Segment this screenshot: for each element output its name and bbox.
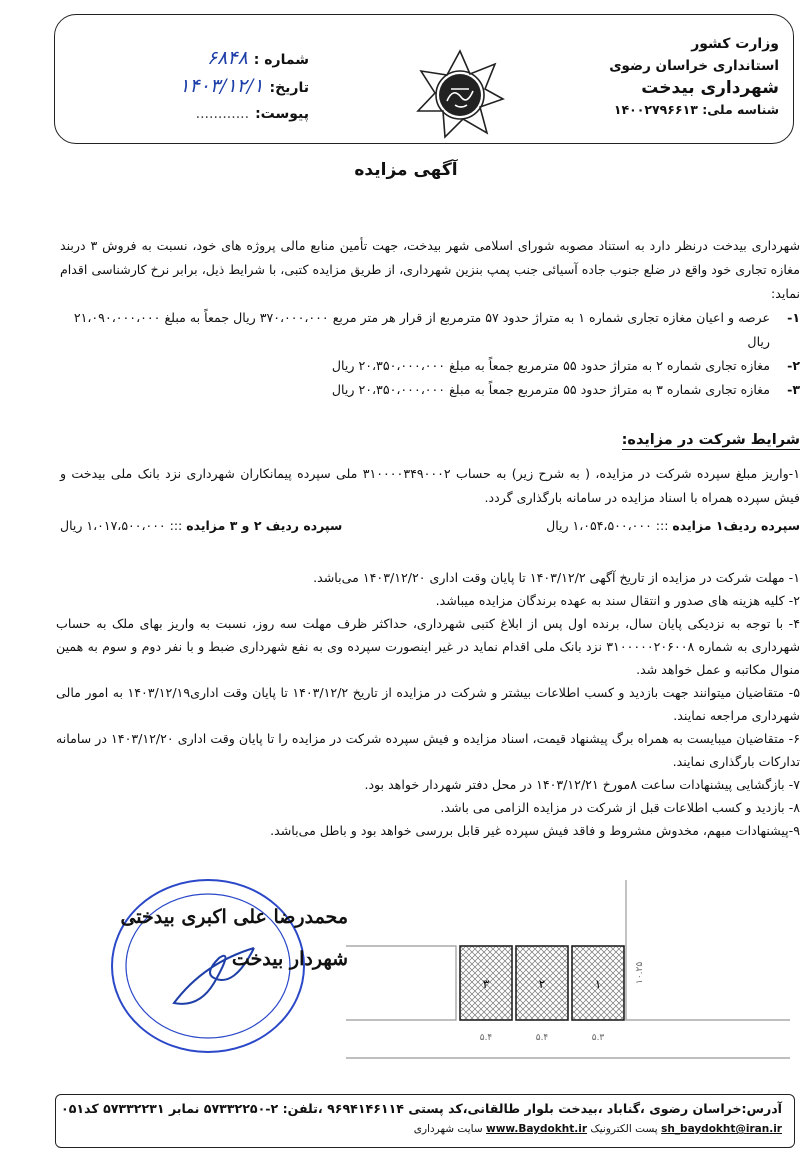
list-item: ۱- مهلت شرکت در مزایده از تاریخ آگهی ۱۴۰۳/۱۲/۲ تا پایان وقت اداری ۱۴۰۳/۱۲/۲۰ می‌باشد. bbox=[313, 570, 800, 585]
item-number: ۳- bbox=[787, 382, 800, 397]
footer-site-label: سایت شهرداری bbox=[413, 1123, 483, 1135]
footer-email-label: پست الکترونیک bbox=[590, 1123, 658, 1135]
list-item: ۴- با توجه به نزدیکی پایان سال، برنده اول پس از ابلاغ کتبی شهرداری، حداکثر ظرف مهلت سه روز، نسبت به واریز بهای ملک به حساب شهرداری به شماره ۳۱۰۰۰۰۰۲۰۶۰۰۸ نزد بانک ملی اقدام نماید در غیر اینصورت سپرده وی به نفع شهرداری ضبط و با نفر دوم و سوم به همین منوال مکاتبه و عمل خواهد شد. bbox=[56, 616, 801, 677]
letter-date-row bbox=[119, 73, 309, 101]
letter-number-value: ۶۸۴۸ bbox=[206, 47, 248, 69]
letter-attachment-label: پیوست: bbox=[255, 106, 309, 122]
national-id: شناسه ملی: ۱۴۰۰۲۷۹۶۶۱۳ bbox=[613, 102, 779, 117]
conditions-list bbox=[56, 566, 800, 842]
list-item: ۲- کلیه هزینه های صدور و انتقال سند به عهده برندگان مزایده میباشد. bbox=[435, 593, 800, 608]
letter-date-label: تاریخ: bbox=[269, 80, 309, 96]
shop-width-2: ۵.۴ bbox=[535, 1033, 549, 1043]
letter-meta bbox=[119, 45, 309, 127]
conditions-heading bbox=[60, 432, 800, 448]
deposit-amounts bbox=[60, 518, 800, 533]
letter-date-value: ۱۴۰۳/۱۲/۱ bbox=[179, 75, 264, 97]
condition-deposit-paragraph: ۱-واریز مبلغ سپرده شرکت در مزایده، ( به شرح زیر) به حساب ۳۱۰۰۰۰۳۴۹۰۰۰۲ ملی سپرده پیمانکاران شهرداری نزد بانک ملی بیدخت و فیش سپرده همراه با اسناد مزایده در سامانه بارگذاری گردد. bbox=[60, 466, 800, 505]
shop-depth: ۱۰.۲۵ bbox=[635, 961, 645, 984]
page-title: آگهی مزایده bbox=[354, 160, 458, 180]
footer-contact-box bbox=[55, 1094, 795, 1148]
signatory-role: شهردار بیدخت bbox=[231, 948, 348, 970]
deposit-row1-value: ::: ۱،۰۵۴،۵۰۰،۰۰۰ ریال bbox=[546, 518, 669, 533]
municipality-name: شهرداری بیدخت bbox=[641, 78, 779, 98]
item-number: ۱- bbox=[787, 310, 800, 325]
list-item: ۷- بازگشایی پیشنهادات ساعت ۸مورخ ۱۴۰۳/۱۲/۲۱ در محل دفتر شهردار خواهد بود. bbox=[364, 777, 800, 792]
shop-width-1: ۵.۳ bbox=[591, 1033, 605, 1043]
shop-items-list bbox=[60, 306, 800, 402]
signature-block bbox=[118, 896, 348, 980]
footer-website[interactable]: www.Baydokht.ir bbox=[486, 1123, 588, 1135]
footer-email[interactable]: sh_baydokht@iran.ir bbox=[661, 1123, 782, 1135]
item-text: مغازه تجاری شماره ۲ به متراژ حدود ۵۵ مترمربع جمعاً به مبلغ ۲۰،۳۵۰،۰۰۰،۰۰۰ ریال bbox=[331, 358, 770, 373]
list-item: ۸- بازدید و کسب اطلاعات قبل از شرکت در مزایده الزامی می باشد. bbox=[440, 800, 800, 815]
deposit-row23 bbox=[60, 518, 342, 533]
list-item bbox=[60, 354, 800, 378]
site-plan-diagram bbox=[346, 880, 790, 1080]
deposit-row23-label: سپرده ردیف ۲ و ۳ مزایده bbox=[186, 518, 343, 533]
letterhead bbox=[54, 14, 794, 144]
shop-number-3: ۳ bbox=[482, 977, 490, 991]
deposit-row1-label: سپرده ردیف۱ مزایده bbox=[672, 518, 800, 533]
signatory-name: محمدرضا علی اکبری بیدختی bbox=[120, 906, 348, 928]
list-item bbox=[60, 306, 800, 354]
shop-number-1: ۱ bbox=[594, 977, 602, 991]
item-text: مغازه تجاری شماره ۳ به متراژ حدود ۵۵ مترمربع جمعاً به مبلغ ۲۰،۳۵۰،۰۰۰،۰۰۰ ریال bbox=[331, 382, 770, 397]
letter-number-row bbox=[119, 45, 309, 73]
deposit-row23-value: ::: ۱،۰۱۷،۵۰۰،۰۰۰ ریال bbox=[60, 518, 183, 533]
letter-attachment-row bbox=[119, 101, 309, 127]
deposit-row1 bbox=[546, 518, 800, 533]
shop-width-3: ۵.۴ bbox=[479, 1033, 493, 1043]
list-item bbox=[60, 378, 800, 402]
footer-address: آدرس:خراسان رضوی ،گناباد ،بیدخت بلوار طالقانی،کد پستی ۹۶۹۴۱۴۶۱۱۴ ،تلفن: ۲-۵۷۳۳۲۲۵۰ نمابر ۵۷۳۳۲۲۳۱ کد۰۵۱ bbox=[61, 1101, 782, 1116]
letter-number-label: شماره : bbox=[253, 52, 309, 68]
letterhead-org-block bbox=[549, 33, 779, 121]
ministry-name: وزارت کشور bbox=[691, 36, 779, 52]
list-item: ۶- متقاضیان میبایست به همراه برگ پیشنهاد قیمت، اسناد مزایده و فیش سپرده شرکت در مزایده را تا پایان وقت اداری ۱۴۰۳/۱۲/۲۰ در سامانه تدارکات بارگذاری نمایند. bbox=[56, 731, 800, 769]
letter-attachment-value: ............ bbox=[195, 106, 250, 122]
municipality-logo-icon bbox=[415, 49, 505, 139]
footer-web-line bbox=[414, 1123, 782, 1135]
item-text: عرصه و اعیان مغازه تجاری شماره ۱ به متراژ حدود ۵۷ مترمربع از قرار هر متر مربع ۳۷۰،۰۰۰،۰۰۰ ریال جمعاً به مبلغ ۲۱،۰۹۰،۰۰۰،۰۰۰ ریال bbox=[73, 310, 770, 349]
list-item: ۹-پیشنهادات مبهم، مخدوش مشروط و فاقد فیش سپرده غیر قابل بررسی خواهد بود و باطل می‌باشد. bbox=[270, 823, 800, 838]
list-item: ۵- متقاضیان میتوانند جهت بازدید و کسب اطلاعات بیشتر و شرکت در مزایده از تاریخ ۱۴۰۳/۱۲/۲ تا پایان وقت اداری۱۴۰۳/۱۲/۱۹ به امور مالی شهرداری مراجعه نمایند. bbox=[56, 685, 800, 723]
intro-paragraph: شهرداری بیدخت درنظر دارد به استناد مصوبه شورای اسلامی شهر بیدخت، جهت تأمین منابع مالی پروژه های خود، نسبت به فروش ۳ دربند مغازه تجاری خود واقع در ضلع جنوب جاده آسیائی جنب پمپ بنزین شهرداری، از طریق مزایده کتبی، با شرایط ذیل، برابر نرخ کارشناسی اقدام نماید: bbox=[60, 238, 801, 301]
item-number: ۲- bbox=[787, 358, 800, 373]
governorate-name: استانداری خراسان رضوی bbox=[609, 58, 779, 74]
shop-number-2: ۲ bbox=[538, 977, 546, 991]
conditions-heading-text: شرایط شرکت در مزایده: bbox=[621, 432, 800, 448]
